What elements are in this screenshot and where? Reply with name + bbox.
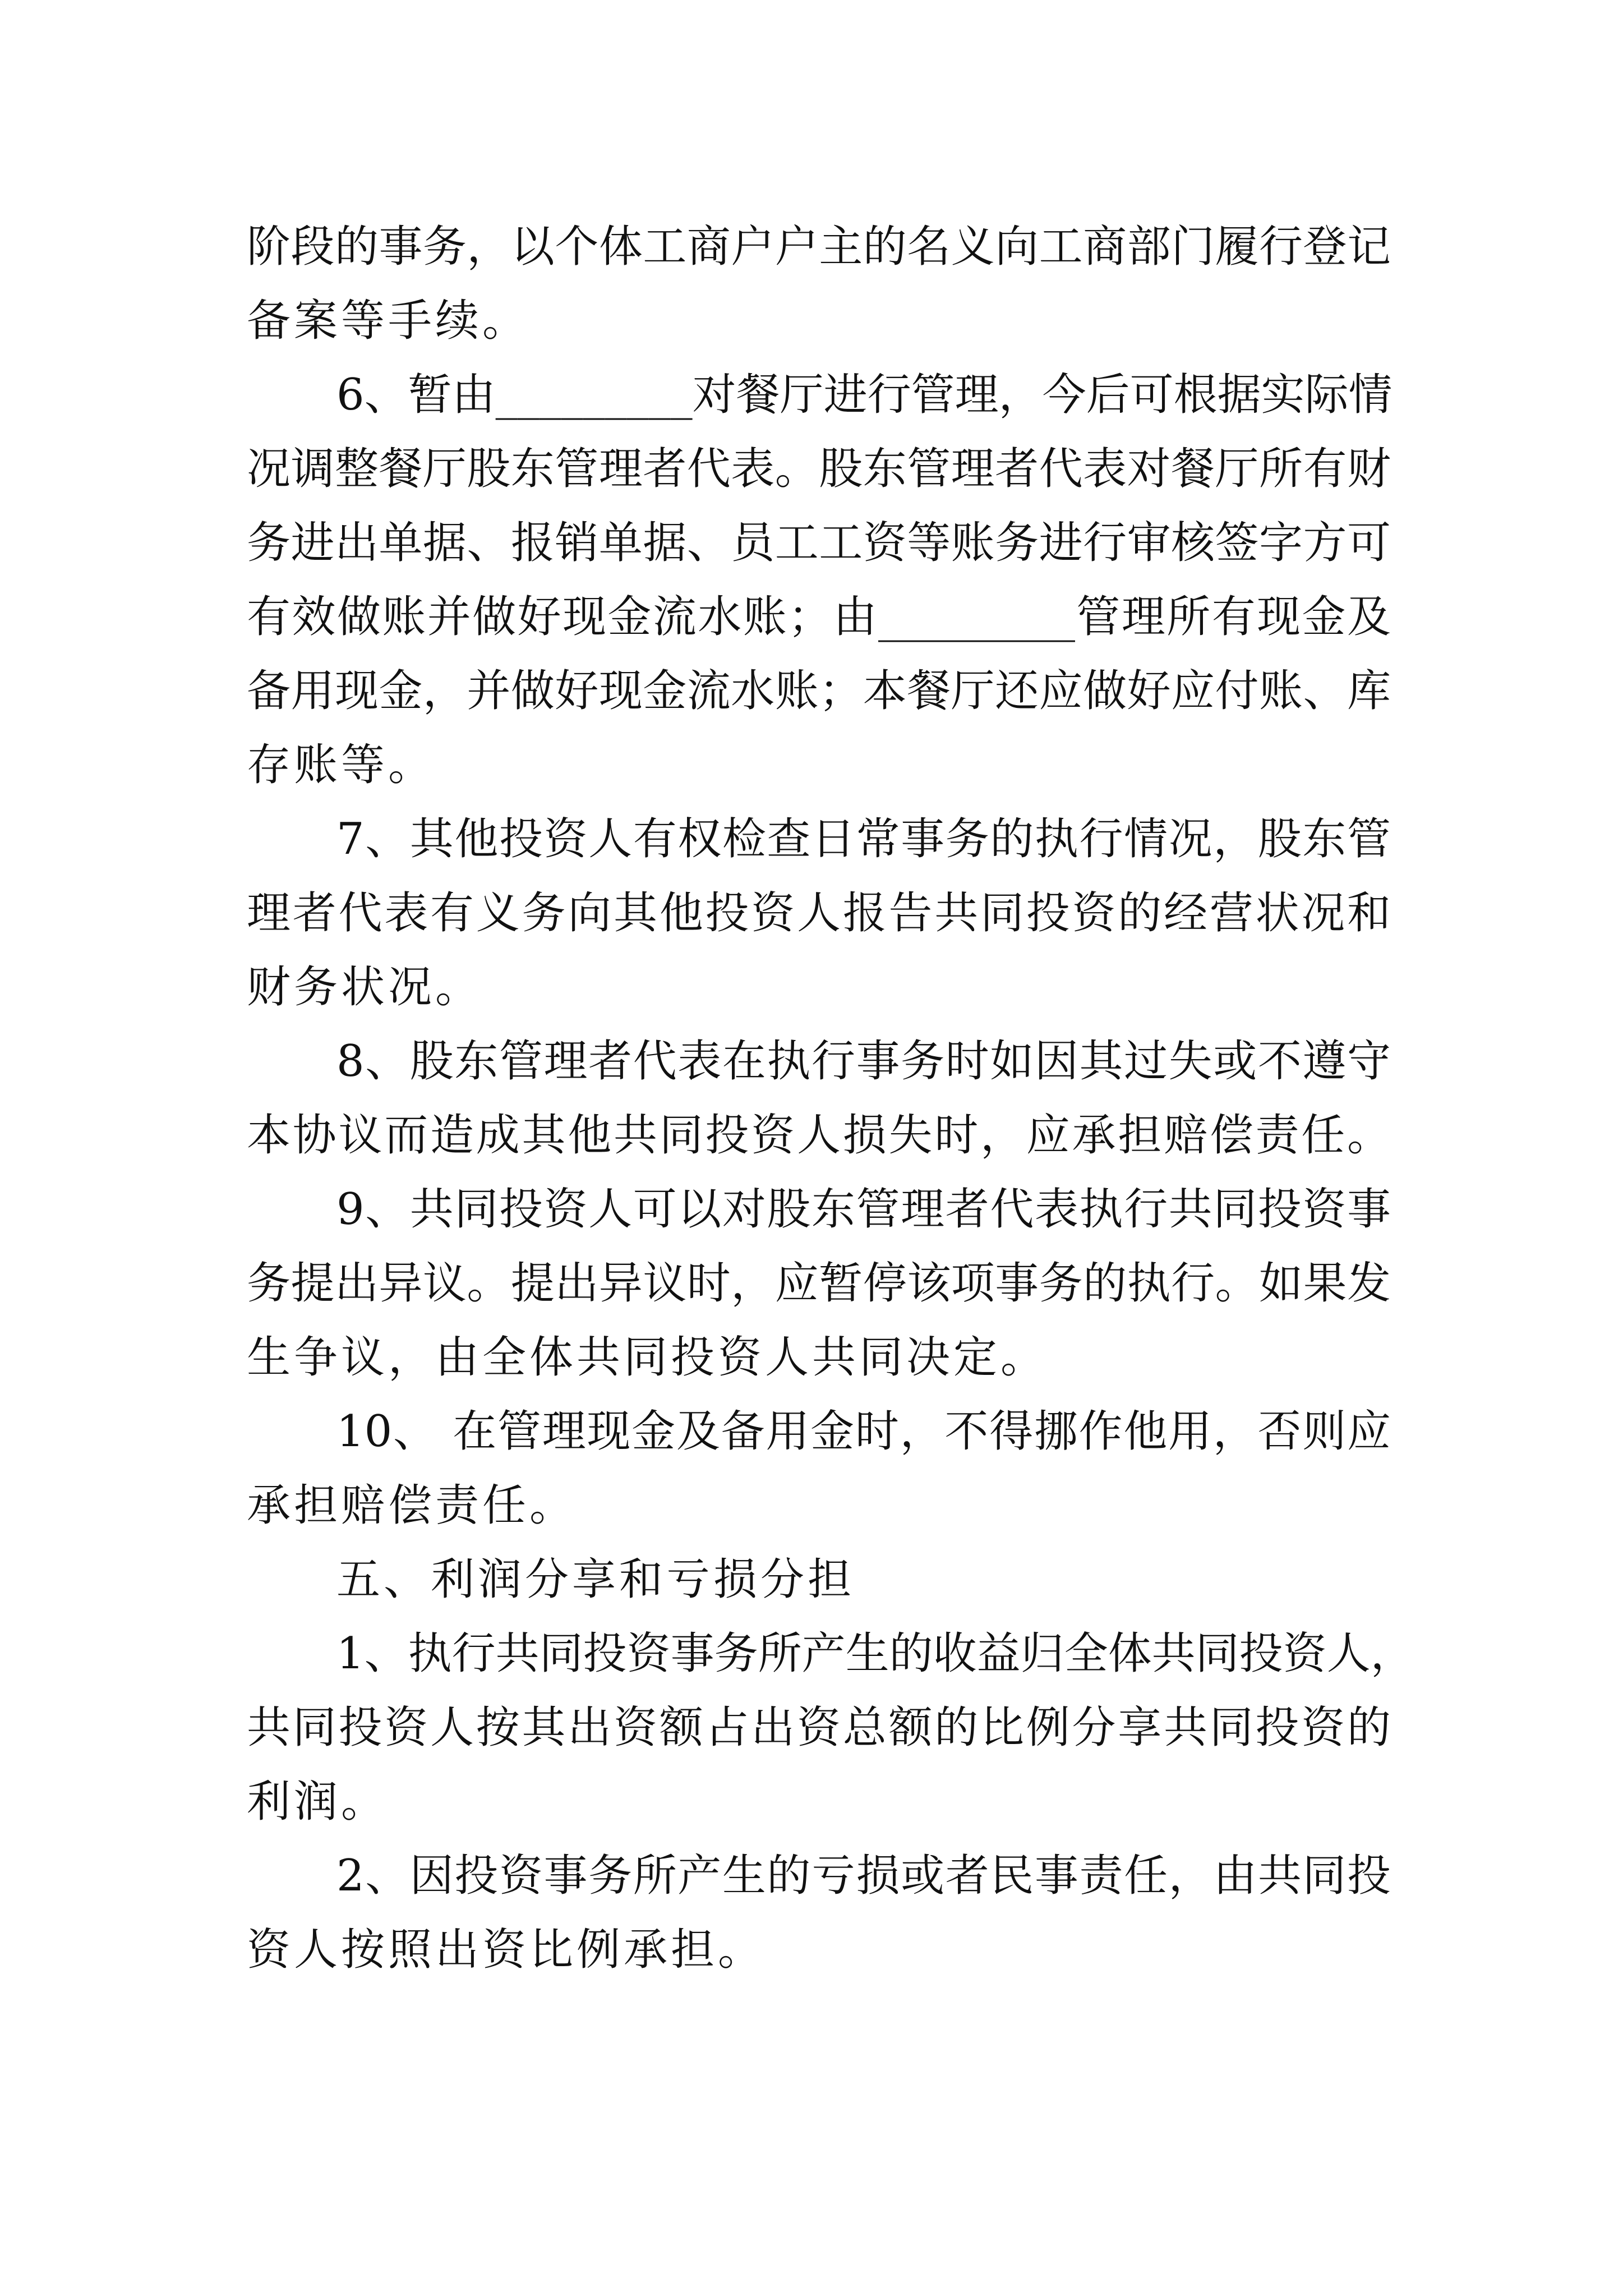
text-line: 1、执行共同投资事务所产生的收益归全体共同投资人， xyxy=(336,1628,1414,1679)
text-line: 理者代表有义务向其他投资人报告共同投资的经营状况和 xyxy=(247,888,1391,938)
text-line: 本协议而造成其他共同投资人损失时，应承担赔偿责任。 xyxy=(247,1110,1391,1161)
text-line: 2、因投资事务所产生的亏损或者民事责任，由共同投 xyxy=(336,1851,1391,1901)
text-line: 备用现金，并做好现金流水账；本餐厅还应做好应付账、库 xyxy=(247,666,1391,716)
text-line: 存账等。 xyxy=(247,740,436,790)
text-line: 9、共同投资人可以对股东管理者代表执行共同投资事 xyxy=(336,1184,1391,1235)
text-line: 利润。 xyxy=(247,1777,389,1827)
text-line: 阶段的事务，以个体工商户户主的名义向工商部门履行登记 xyxy=(247,222,1391,272)
text-line: 财务状况。 xyxy=(247,962,483,1013)
text-line: 共同投资人按其出资额占出资总额的比例分享共同投资的 xyxy=(247,1703,1391,1753)
text-line: 况调整餐厅股东管理者代表。股东管理者代表对餐厅所有财 xyxy=(247,444,1391,494)
text-line: 资人按照出资比例承担。 xyxy=(247,1925,766,1975)
text-line: 备案等手续。 xyxy=(247,296,530,346)
text-line: 生争议，由全体共同投资人共同决定。 xyxy=(247,1332,1048,1383)
text-line: 承担赔偿责任。 xyxy=(247,1480,577,1531)
section-heading: 五、利润分享和亏损分担 xyxy=(336,1554,855,1605)
text-line: 务进出单据、报销单据、员工工资等账务进行审核签字方可 xyxy=(247,518,1391,568)
text-line: 10、 在管理现金及备用金时，不得挪作他用，否则应 xyxy=(336,1406,1391,1457)
text-line: 6、暂由_________对餐厅进行管理，今后可根据实际情 xyxy=(336,370,1393,420)
text-line: 8、股东管理者代表在执行事务时如因其过失或不遵守 xyxy=(336,1036,1391,1087)
text-line: 7、其他投资人有权检查日常事务的执行情况，股东管 xyxy=(336,814,1391,864)
text-line: 务提出异议。提出异议时，应暂停该项事务的执行。如果发 xyxy=(247,1258,1391,1309)
text-line: 有效做账并做好现金流水账；由_________管理所有现金及 xyxy=(247,592,1391,642)
